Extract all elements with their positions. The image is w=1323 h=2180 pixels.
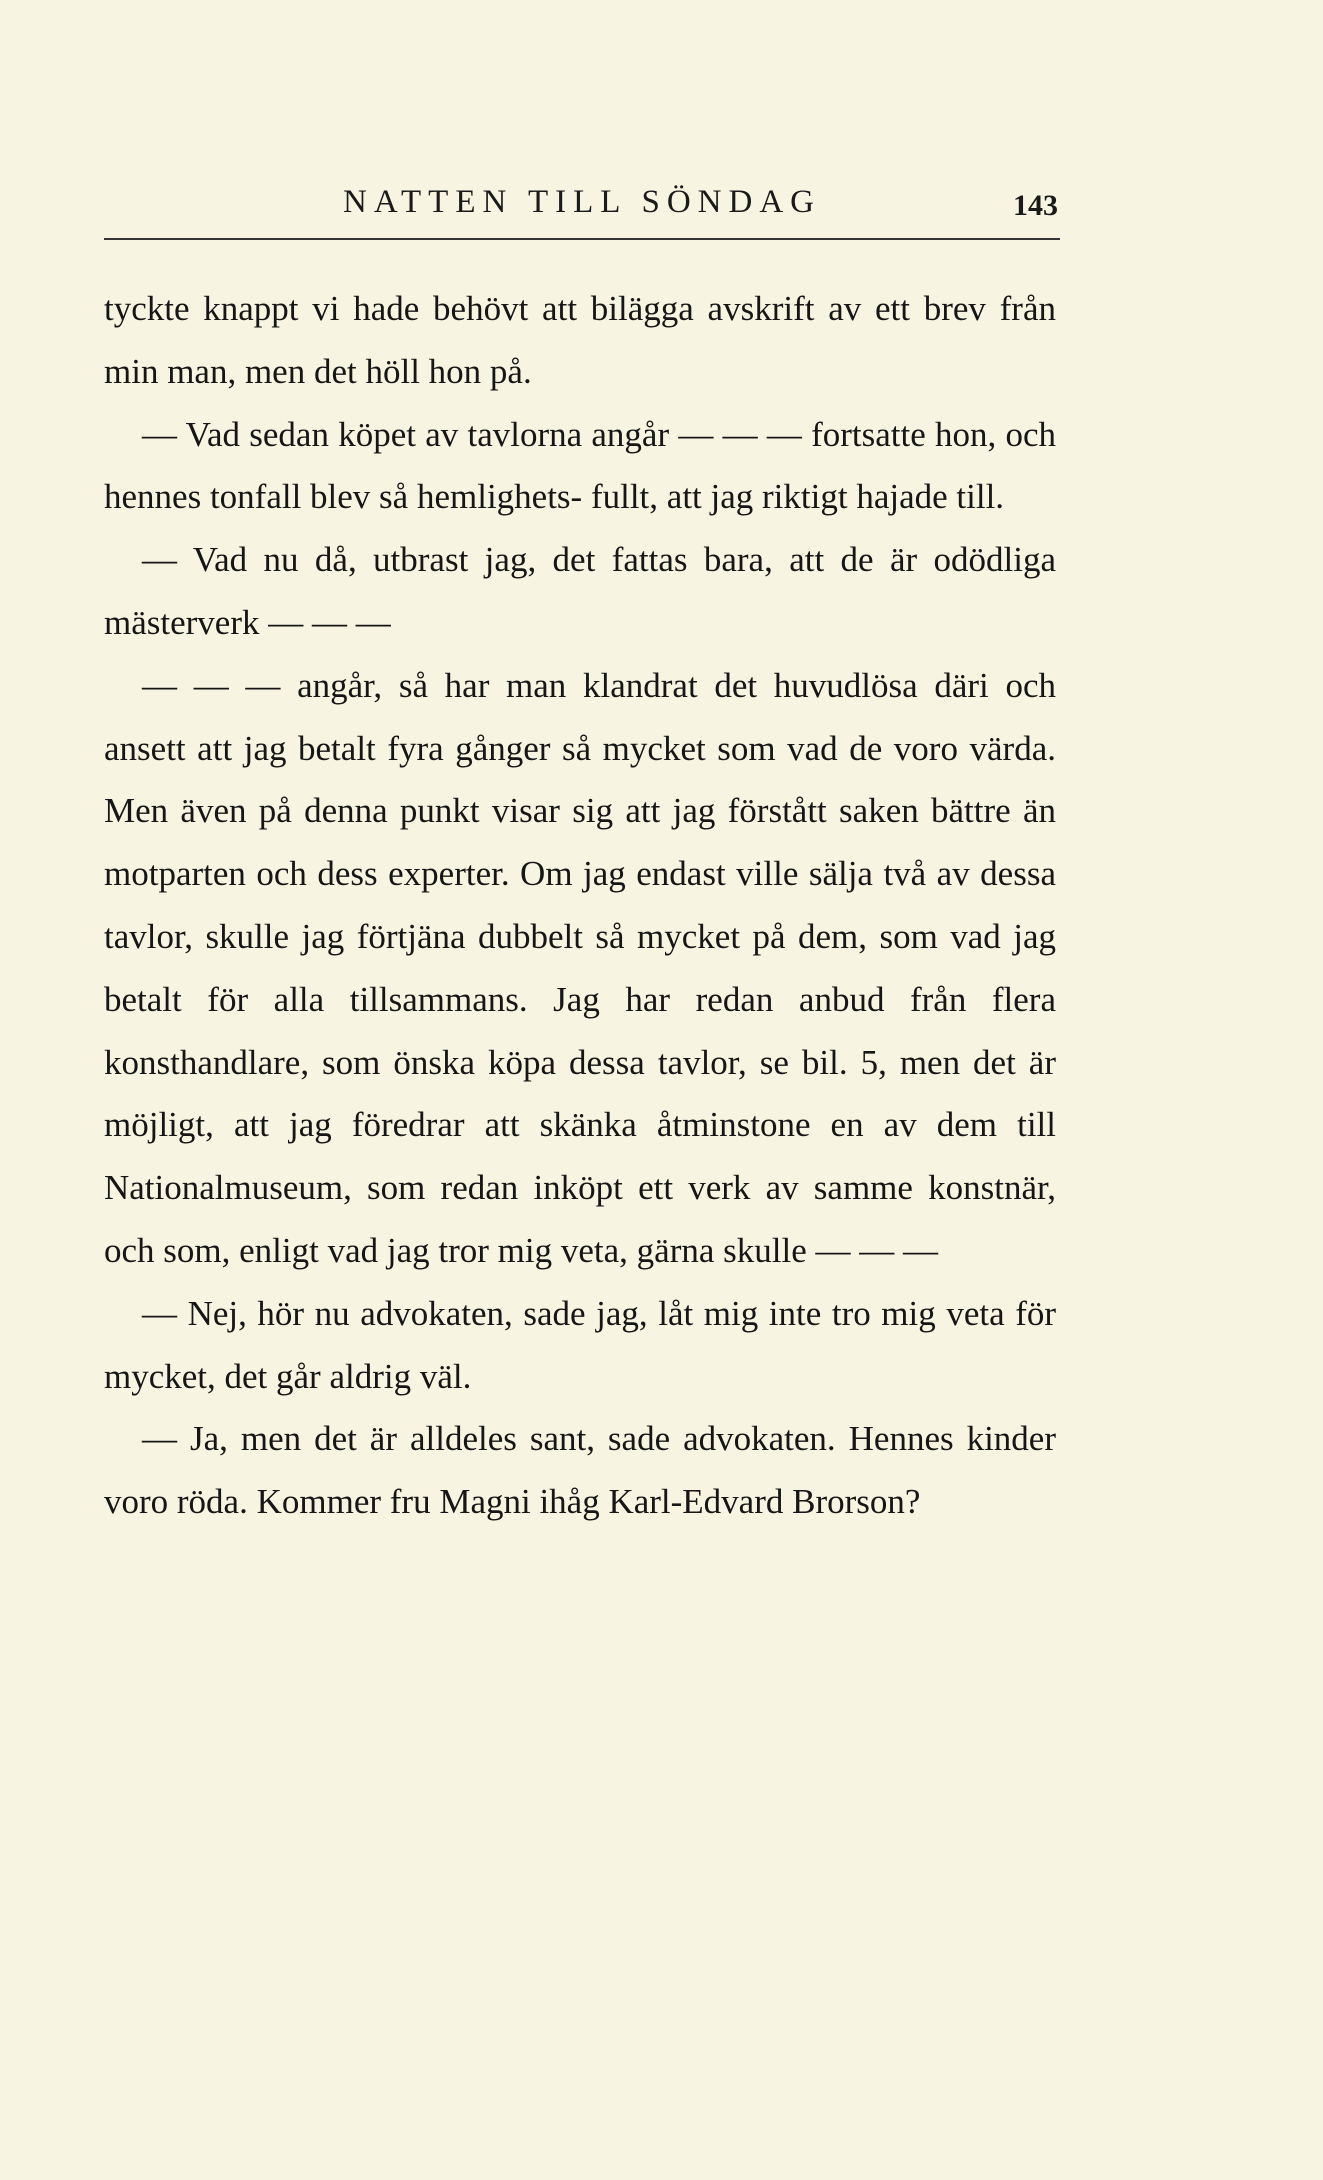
paragraph-4: — — — angår, så har man klandrat det huvudlösa däri och ansett att jag betalt fyra gånger så mycket som vad de voro värda. Men även på denna punkt visar sig att jag förstått saken bättre än motparten och dess experter. Om jag endast ville sälja två av dessa tavlor, skulle jag förtjäna dubbelt så mycket på dem, som vad jag betalt för alla tillsammans. Jag har redan anbud från flera konsthandlare, som önska köpa dessa tavlor, se bil. 5, men det är möjligt, att jag föredrar att skänka åtminstone en av dem till Nationalmuseum, som redan inköpt ett verk av samme konstnär, och som, enligt vad jag tror mig veta, gärna skulle — — — xyxy=(104,665,1056,1270)
paragraph-3: — Vad nu då, utbrast jag, det fattas bara, att de är odödliga mästerverk — — — xyxy=(104,540,1056,642)
running-head: NATTEN TILL SÖNDAG xyxy=(343,184,821,220)
paragraph-1: tyckte knappt vi hade behövt att bilägga avskrift av ett brev från min man, men det höll hon på. xyxy=(104,289,1056,391)
paragraph-2: — Vad sedan köpet av tavlorna angår — — — fortsatte hon, och hennes tonfall blev så hemlighets- fullt, att jag riktigt hajade till. xyxy=(104,414,1056,517)
page-number: 143 xyxy=(1013,189,1058,222)
header-rule xyxy=(104,238,1060,240)
paragraph-5: — Nej, hör nu advokaten, sade jag, låt mig inte tro mig veta för mycket, det går aldrig väl. xyxy=(104,1293,1056,1396)
page-header xyxy=(104,168,1060,232)
paragraph-6: — Ja, men det är alldeles sant, sade advokaten. Hennes kinder voro röda. Kommer fru Magni ihåg Karl-Edvard Brorson? xyxy=(104,1419,1056,1522)
body-text xyxy=(104,278,1056,1534)
